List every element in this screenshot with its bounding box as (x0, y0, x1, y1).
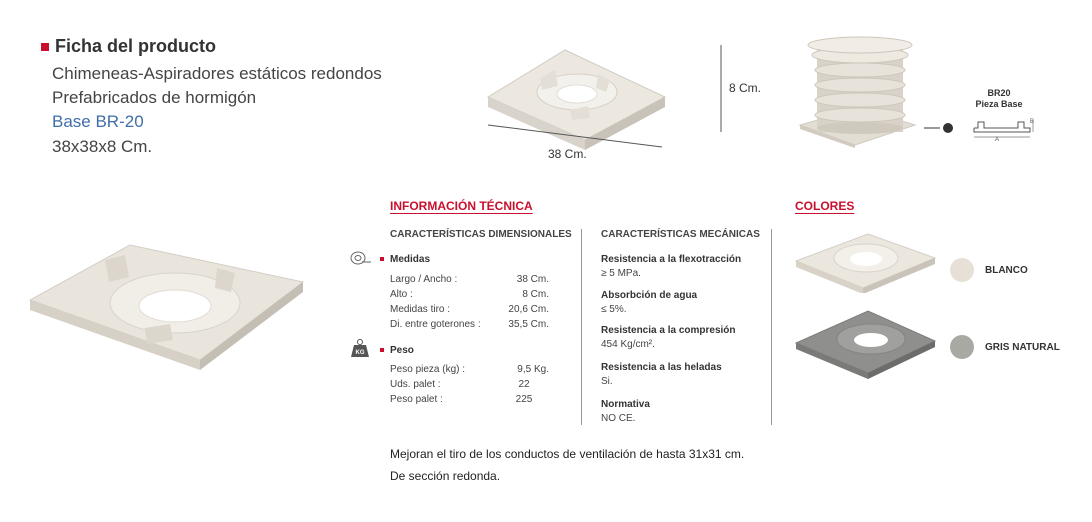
page-title-text: Ficha del producto (55, 36, 217, 56)
list-item: Resistencia a las heladas Si. (601, 362, 722, 387)
medidas-heading: Medidas (380, 254, 430, 265)
list-item: Normativa NO CE. (601, 399, 650, 424)
tape-measure-icon (350, 250, 372, 266)
table-row: Largo / Ancho : 38 Cm. (390, 274, 549, 285)
table-row: Medidas tiro : 20,6 Cm. (390, 304, 549, 315)
colors-title: COLORES (795, 199, 855, 213)
diagram-caption (970, 88, 1028, 110)
chimney-assembly-image (795, 30, 925, 150)
list-item: Absorbción de agua ≤ 5%. (601, 290, 698, 315)
diagram-code: BR20 (987, 88, 1011, 98)
list-item: Resistencia a la flexotracción ≥ 5 MPa. (601, 254, 742, 279)
peso-heading: Peso (380, 345, 414, 356)
diagram-label-a: A (995, 137, 1000, 143)
peso-table (390, 362, 549, 407)
tech-info-title: INFORMACIÓN TÉCNICA (390, 199, 533, 213)
mechanical-list (601, 254, 771, 424)
height-label: 8 Cm. (729, 81, 762, 95)
product-dimension-image (480, 30, 780, 170)
color-swatch-blanco (950, 258, 974, 282)
table-row: Uds. palet : 22 (390, 379, 530, 390)
diagram-label-b: B (1030, 119, 1035, 125)
color-name-gris-natural: GRIS NATURAL (985, 342, 1060, 353)
product-material: Prefabricados de hormigón (52, 88, 257, 107)
table-row: Peso pieza (kg) : 9,5 Kg. (390, 364, 549, 375)
color-swatch-gris-natural (950, 335, 974, 359)
column-divider (581, 229, 582, 425)
weight-icon (350, 338, 370, 358)
table-row: Alto : 8 Cm. (390, 289, 549, 300)
color-sample-white-image (793, 228, 943, 293)
peso-bullet-icon (380, 348, 384, 352)
pointer-line-icon (924, 120, 954, 134)
list-item: Resistencia a la compresión 454 Kg/cm². (601, 325, 736, 350)
footer-line-2: De sección redonda. (390, 469, 501, 483)
product-large-image (25, 240, 315, 400)
column-divider (771, 229, 772, 425)
footer-line-1: Mejoran el tiro de los conductos de ventilación de hasta 31x31 cm. (390, 447, 745, 461)
dimensional-title: CARACTERÍSTICAS DIMENSIONALES (390, 229, 572, 240)
medidas-table (390, 272, 549, 332)
product-family: Chimeneas-Aspiradores estáticos redondos (52, 64, 382, 83)
page-title (41, 36, 216, 57)
medidas-bullet-icon (380, 257, 384, 261)
diagram-name: Pieza Base (975, 99, 1023, 109)
product-model: Base BR-20 (52, 112, 144, 131)
color-name-blanco: BLANCO (985, 265, 1028, 276)
base-piece-render (488, 50, 665, 150)
color-sample-grey-image (793, 305, 943, 380)
table-row: Di. entre goterones : 35,5 Cm. (390, 319, 549, 330)
svg-text:KG: KG (355, 350, 365, 356)
width-label: 38 Cm. (548, 147, 587, 161)
profile-diagram (970, 112, 1040, 144)
table-row: Peso palet : 225 (390, 394, 533, 405)
mechanical-title: CARACTERÍSTICAS MECÁNICAS (601, 229, 760, 240)
title-bullet-icon (41, 43, 49, 51)
product-size: 38x38x8 Cm. (52, 137, 153, 156)
